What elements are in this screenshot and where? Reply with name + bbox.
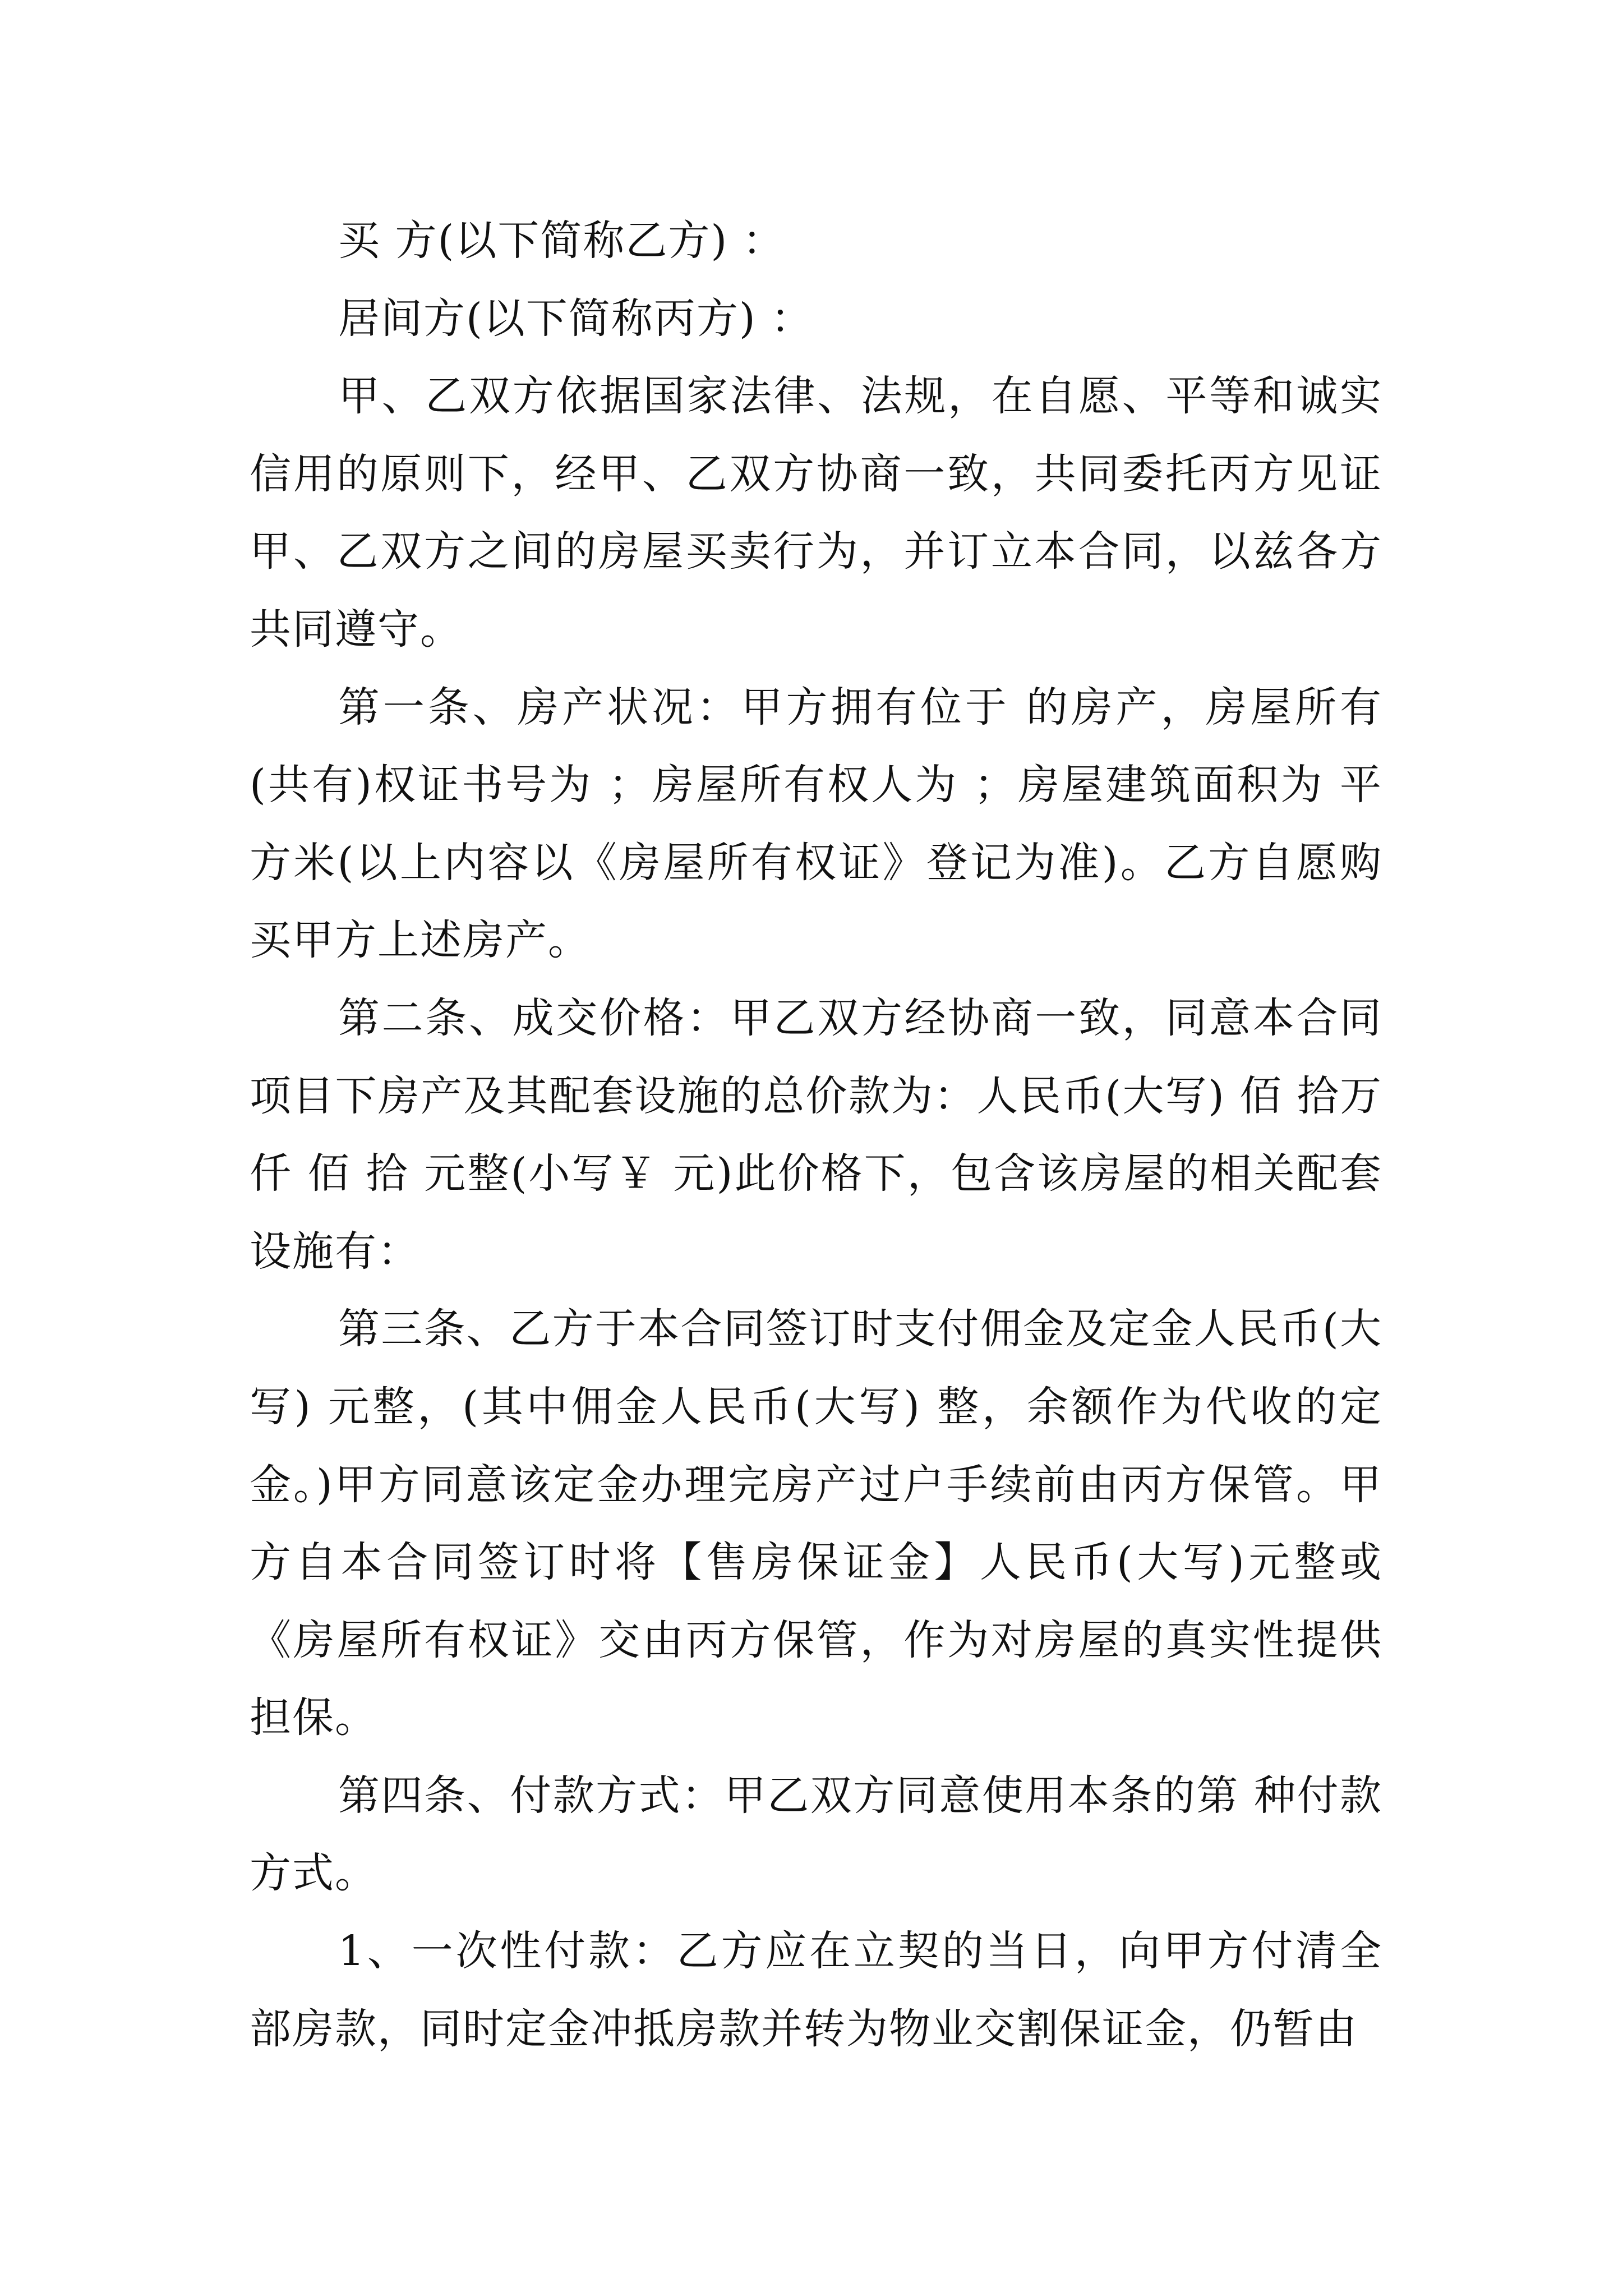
intermediary-line: 居间方(以下简称丙方) ： [338,294,814,343]
article-2-paragraph: 第二条、成交价格：甲乙双方经协商一致，同意本合同项目下房产及其配套设施的总价款为：人民币(大写) 佰 拾万 仟 佰 拾 元整(小写￥ 元)此价格下，包含该房屋的相关配套设施有： [250,993,1382,1276]
contract-body [250,202,1382,2068]
article-3-paragraph: 第三条、乙方于本合同签订时支付佣金及定金人民币(大写) 元整，(其中佣金人民币(大写) 整，余额作为代收的定金。)甲方同意该定金办理完房产过户手续前由丙方保管。甲方自本合同签订时将【售房保证金】人民币(大写)元整或《房屋所有权证》交由丙方保管，作为对房屋的真实性提供担保。 [250,1305,1382,1742]
preamble-paragraph: 甲、乙双方依据国家法律、法规，在自愿、平等和诚实信用的原则下，经甲、乙双方协商一致，共同委托丙方见证甲、乙双方之间的房屋买卖行为，并订立本合同，以兹各方共同遵守。 [250,372,1382,654]
payment-option-1-paragraph: 1、一次性付款：乙方应在立契的当日，向甲方付清全部房款，同时定金冲抵房款并转为物业交割保证金，仍暂由 [250,1927,1382,2053]
article-4-paragraph: 第四条、付款方式：甲乙双方同意使用本条的第 种付款方式。 [250,1771,1382,1898]
buyer-line: 买 方(以下简称乙方) ： [338,217,785,265]
article-1-paragraph: 第一条、房产状况：甲方拥有位于 的房产，房屋所有(共有)权证书号为 ；房屋所有权人为 ；房屋建筑面积为 平方米(以上内容以《房屋所有权证》登记为准)。乙方自愿购买甲方上述房产。 [250,683,1382,965]
